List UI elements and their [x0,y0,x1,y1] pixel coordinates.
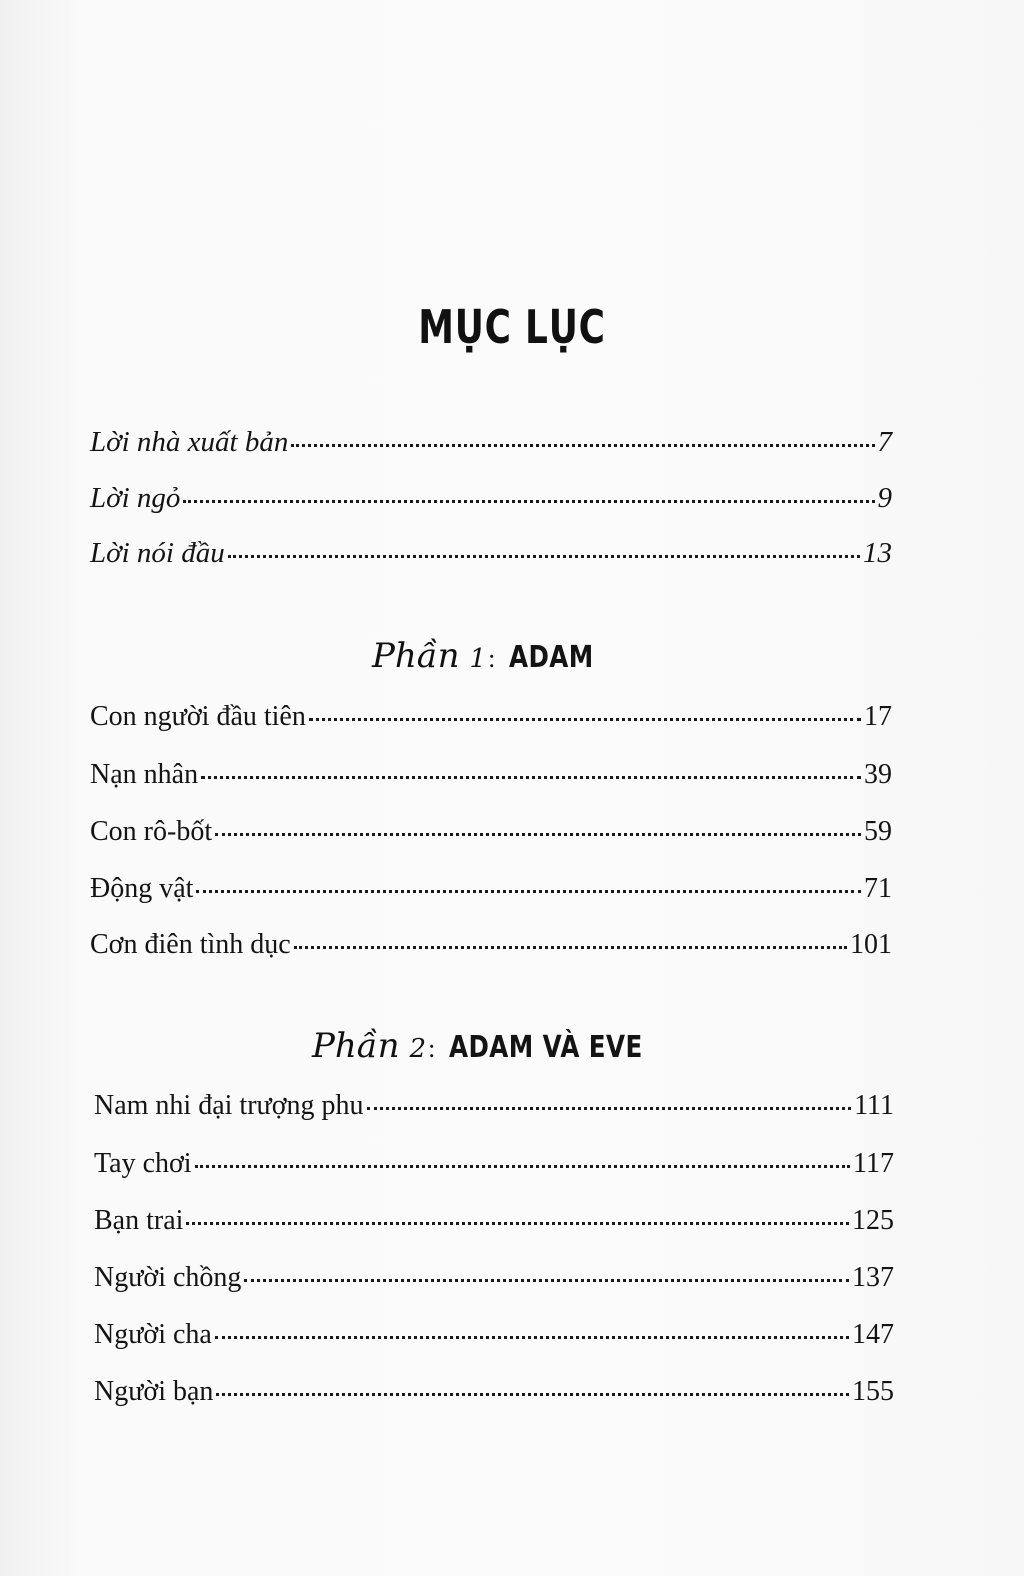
toc-entry-label: Nam nhi đại trượng phu [94,1090,364,1121]
toc-entry [94,1205,894,1237]
toc-entry-page: 101 [850,929,892,960]
leader-dots [186,1222,849,1225]
part-colon: : [488,644,496,673]
toc-entry-label: Cơn điên tình dục [90,929,291,960]
leader-dots [291,444,874,447]
toc-entry [90,759,892,791]
toc-entry [94,1376,894,1408]
leader-dots [244,1279,849,1282]
part-name: ADAM [509,640,594,675]
toc-entry-label: Người chồng [94,1262,242,1293]
part-2-heading [312,1026,685,1066]
toc-entry-label: Lời nhà xuất bản [90,426,289,458]
toc-entry-page: 13 [863,537,892,569]
toc-entry-label: Con rô-bốt [90,816,213,847]
part-number: 2 [409,1034,427,1064]
part-number: 1 [469,644,487,674]
toc-entry [94,1319,894,1351]
leader-dots [215,1336,849,1339]
toc-entry-label: Tay chơi [94,1148,192,1179]
toc-entry-label: Người bạn [94,1376,214,1407]
toc-entry-page: 137 [852,1262,894,1293]
toc-entry-page: 7 [877,426,892,458]
toc-entry-page: 59 [864,816,892,847]
toc-entry [94,1262,894,1294]
part-word: Phần [312,1026,400,1066]
toc-entry [90,816,892,848]
toc-entry [90,873,892,905]
leader-dots [201,776,861,779]
toc-entry-page: 155 [852,1376,894,1407]
toc-entry [90,426,892,459]
toc-entry-page: 71 [864,873,892,904]
leader-dots [183,500,874,503]
toc-entry [90,701,892,733]
leader-dots [196,890,861,893]
part-colon: : [428,1034,436,1063]
toc-entry-label: Nạn nhân [90,759,199,790]
toc-entry-page: 147 [852,1319,894,1350]
part-1-heading [372,636,613,676]
toc-entry-label: Lời nói đầu [90,537,225,569]
leader-dots [228,555,860,558]
toc-entry-page: 9 [877,482,892,514]
toc-entry [94,1090,894,1122]
toc-entry-label: Con người đầu tiên [90,701,306,732]
leader-dots [367,1107,852,1110]
toc-entry-page: 17 [864,701,892,732]
toc-entry-label: Lời ngỏ [90,482,181,514]
toc-entry [90,482,892,515]
toc-entry [94,1148,894,1180]
leader-dots [215,833,861,836]
toc-entry-page: 125 [852,1205,894,1236]
toc-entry-page: 117 [853,1148,894,1179]
toc-entry-page: 111 [854,1090,894,1121]
page-title: MỤC LỤC [418,300,606,354]
toc-entry-label: Động vật [90,873,194,904]
toc-entry-label: Người cha [94,1319,212,1350]
leader-dots [294,946,847,949]
toc-entry-page: 39 [864,759,892,790]
leader-dots [309,718,861,721]
part-word: Phần [372,636,460,676]
toc-entry [90,537,892,570]
leader-dots [195,1165,850,1168]
toc-entry [90,929,892,961]
toc-entry-label: Bạn trai [94,1205,184,1236]
part-name: ADAM VÀ EVE [449,1030,643,1065]
leader-dots [216,1393,849,1396]
